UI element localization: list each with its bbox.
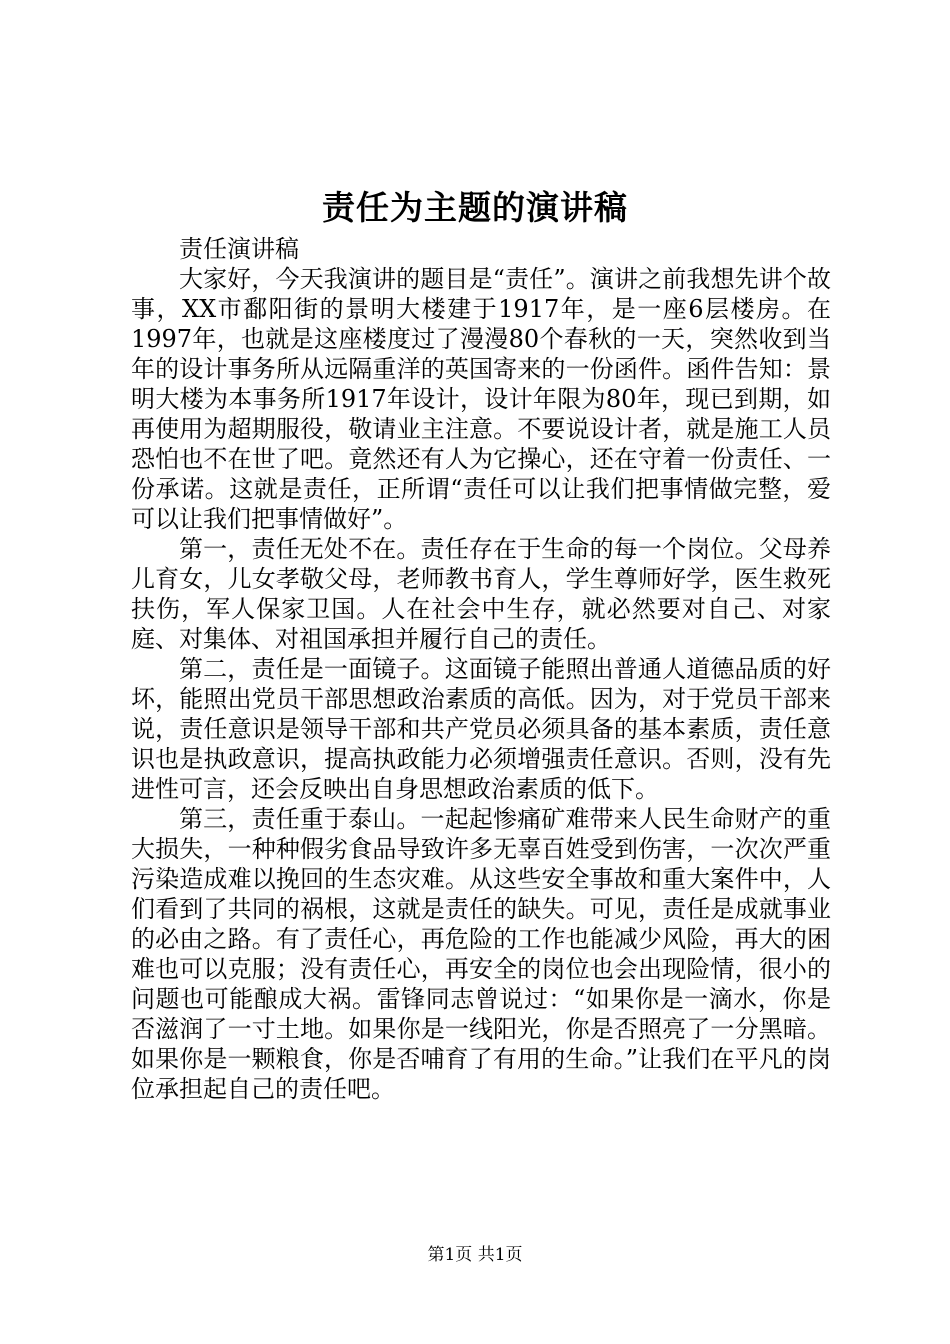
point-one-paragraph: 第一，责任无处不在。责任存在于生命的每一个岗位。父母养儿育女，儿女孝敬父母，老师教书育人，学生尊师好学，医生救死扶伤，军人保家卫国。人在社会中生存，就必然要对自己、对家庭、对集体、对祖国承担并履行自己的责任。	[131, 535, 831, 653]
document-body	[131, 234, 831, 1104]
subtitle-paragraph: 责任演讲稿	[179, 235, 299, 263]
point-three-paragraph: 第三，责任重于泰山。一起起惨痛矿难带来人民生命财产的重大损失，一种种假劣食品导致许多无辜百姓受到伤害，一次次严重污染造成难以挽回的生态灾难。从这些安全事故和重大案件中，人们看到了共同的祸根，这就是责任的缺失。可见，责任是成就事业的必由之路。有了责任心，再危险的工作也能减少风险，再大的困难也可以克服；没有责任心，再安全的岗位也会出现险情，很小的问题也可能酿成大祸。雷锋同志曾说过：“如果你是一滴水，你是否滋润了一寸土地。如果你是一线阳光，你是否照亮了一分黑暗。如果你是一颗粮食，你是否哺育了有用的生命。”让我们在平凡的岗位承担起自己的责任吧。	[131, 805, 831, 1103]
document-title: 责任为主题的演讲稿	[322, 188, 628, 227]
point-two-paragraph: 第二，责任是一面镜子。这面镜子能照出普通人道德品质的好坏，能照出党员干部思想政治素质的高低。因为，对于党员干部来说，责任意识是领导干部和共产党员必须具备的基本素质，责任意识也是执政意识，提高执政能力必须增强责任意识。否则，没有先进性可言，还会反映出自身思想政治素质的低下。	[131, 655, 831, 803]
intro-paragraph: 大家好，今天我演讲的题目是“责任”。演讲之前我想先讲个故事，XX市鄱阳街的景明大楼建于1917年，是一座6层楼房。在1997年，也就是这座楼度过了漫漫80个春秋的一天，突然收到当年的设计事务所从远隔重洋的英国寄来的一份函件。函件告知：景明大楼为本事务所1917年设计，设计年限为80年，现已到期，如再使用为超期服役，敬请业主注意。不要说设计者，就是施工人员恐怕也不在世了吧。竟然还有人为它操心，还在守着一份责任、一份承诺。这就是责任，正所谓“责任可以让我们把事情做完整，爱可以让我们把事情做好”。	[131, 265, 831, 533]
page-footer: 第1页 共1页	[427, 1245, 523, 1265]
